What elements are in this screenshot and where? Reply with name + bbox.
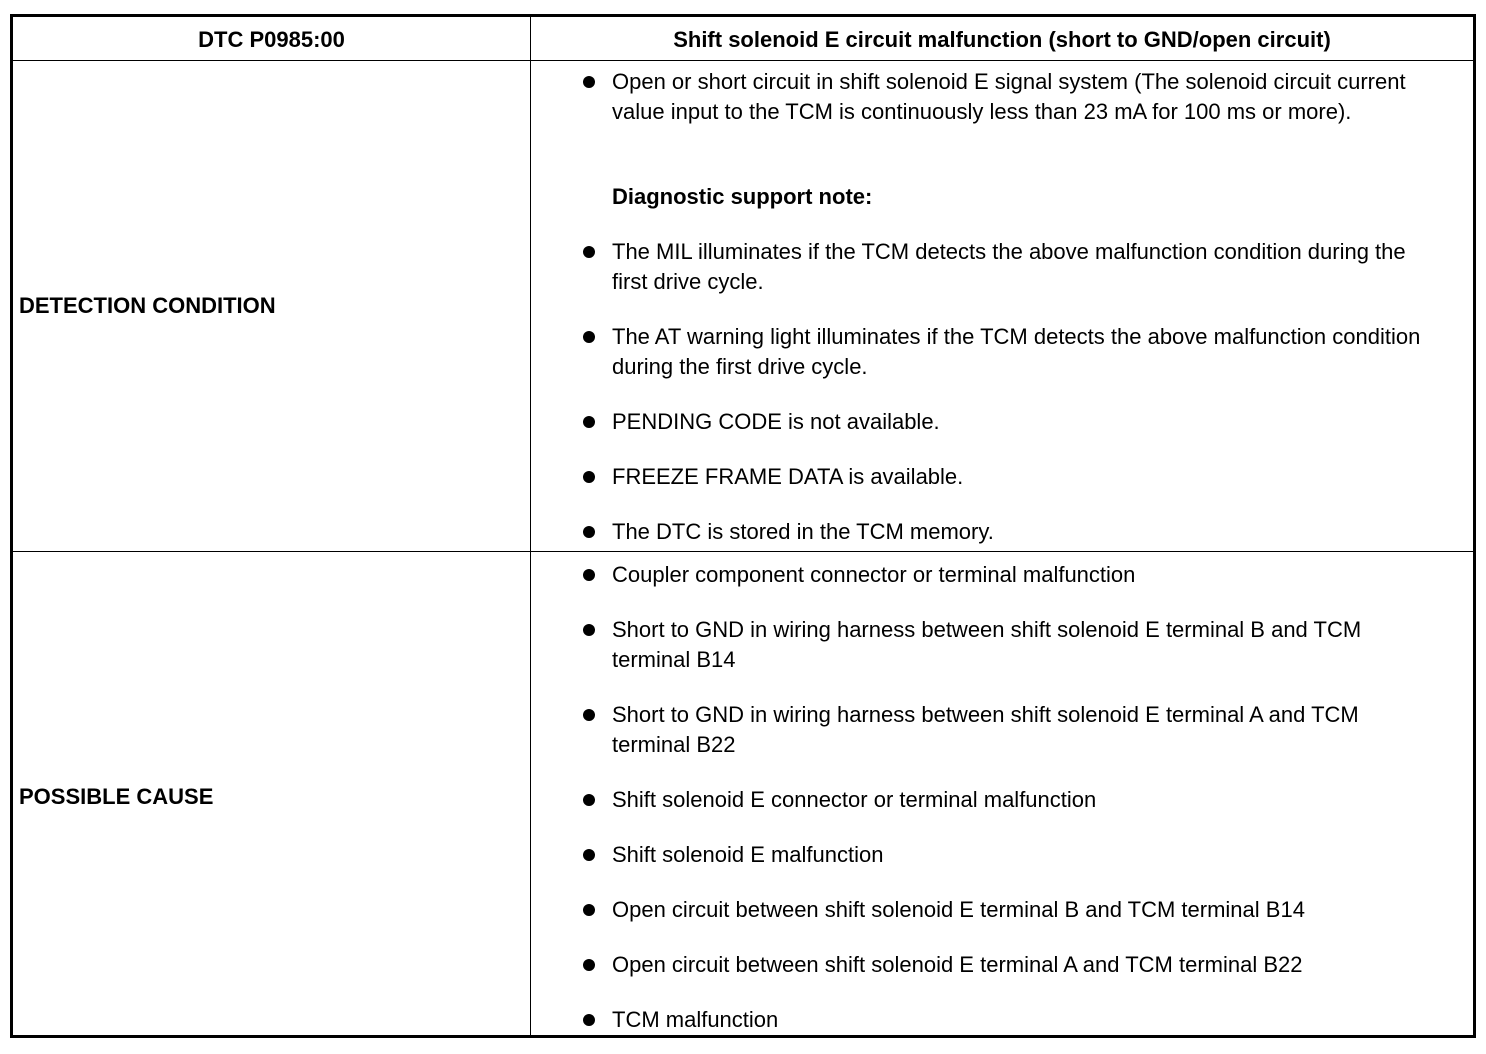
possible-cause-item: Open circuit between shift solenoid E terminal A and TCM terminal B22 xyxy=(612,950,1432,980)
possible-cause-label: POSSIBLE CAUSE xyxy=(19,784,214,809)
possible-cause-item: Shift solenoid E connector or terminal malfunction xyxy=(612,785,1432,815)
dtc-code: DTC P0985:00 xyxy=(198,27,345,52)
diagnostic-note-heading: Diagnostic support note: xyxy=(612,184,873,209)
dtc-description: Shift solenoid E circuit malfunction (short to GND/open circuit) xyxy=(673,27,1331,52)
header-code-cell xyxy=(13,17,531,60)
diagnostic-note-item: PENDING CODE is not available. xyxy=(612,407,1432,437)
header-row xyxy=(13,17,1473,61)
header-description-cell xyxy=(531,17,1473,60)
detection-condition-row xyxy=(13,61,1473,552)
possible-cause-row xyxy=(13,552,1473,1035)
dtc-table xyxy=(10,14,1476,1038)
detection-main-condition: Open or short circuit in shift solenoid E signal system (The solenoid circuit current value input to the TCM is continuously less than 23 mA for 100 ms or more). xyxy=(612,67,1432,127)
diagnostic-note-item: The AT warning light illuminates if the TCM detects the above malfunction condition during the first drive cycle. xyxy=(612,322,1432,382)
possible-cause-item: TCM malfunction xyxy=(612,1005,1432,1035)
diagnostic-note-item: FREEZE FRAME DATA is available. xyxy=(612,462,1432,492)
possible-cause-item: Shift solenoid E malfunction xyxy=(612,840,1432,870)
possible-cause-item: Coupler component connector or terminal malfunction xyxy=(612,560,1432,590)
cause-content-cell xyxy=(531,552,1473,1035)
detection-label-cell xyxy=(13,61,531,551)
diagnostic-note-item: The DTC is stored in the TCM memory. xyxy=(612,517,1432,547)
detection-content-cell xyxy=(531,61,1473,551)
possible-cause-item: Open circuit between shift solenoid E terminal B and TCM terminal B14 xyxy=(612,895,1432,925)
possible-cause-item: Short to GND in wiring harness between shift solenoid E terminal A and TCM terminal B22 xyxy=(612,700,1432,760)
detection-condition-label: DETECTION CONDITION xyxy=(19,293,276,318)
cause-label-cell xyxy=(13,552,531,1035)
possible-cause-item: Short to GND in wiring harness between shift solenoid E terminal B and TCM terminal B14 xyxy=(612,615,1432,675)
diagnostic-note-item: The MIL illuminates if the TCM detects the above malfunction condition during the first drive cycle. xyxy=(612,237,1432,297)
